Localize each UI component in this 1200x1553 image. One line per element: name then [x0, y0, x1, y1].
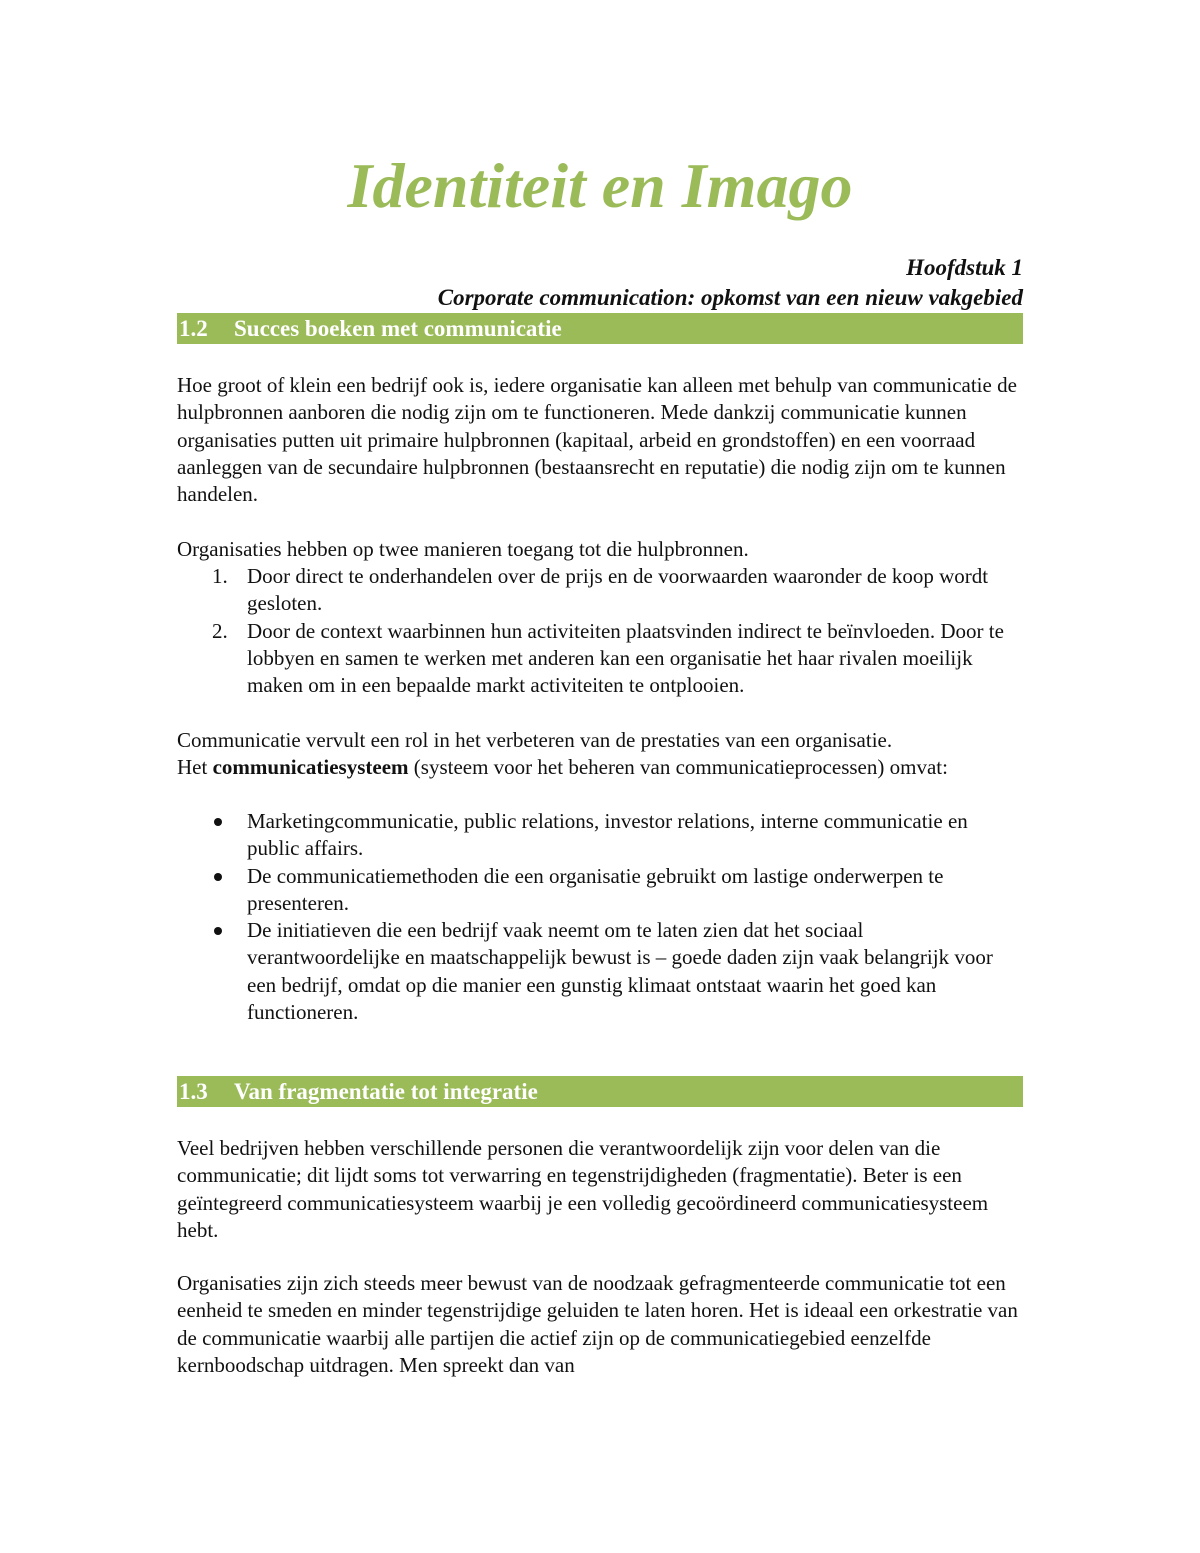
list-item-text: De communicatiemethoden die een organisatie gebruikt om lastige onderwerpen te presenteren. — [247, 863, 944, 915]
paragraph-text: Organisaties hebben op twee manieren toegang tot die hulpbronnen. — [177, 537, 749, 561]
paragraph-text-suffix: (systeem voor het beheren van communicatieprocessen) omvat: — [408, 755, 948, 780]
section-number: 1.3 — [179, 1079, 208, 1104]
paragraph — [177, 372, 1017, 508]
bullet-icon — [214, 818, 222, 826]
numbered-list — [177, 563, 1027, 699]
list-item — [177, 917, 1017, 1026]
paragraph — [177, 1135, 1017, 1244]
paragraph-text: Organisaties zijn zich steeds meer bewust van de noodzaak gefragmenteerde communicatie tot een eenheid te smeden en minder tegenstrijdige geluiden te laten horen. Het is ideaal een orkestratie van de communicatie waarbij alle partijen die actief zijn op de communicatiegebied eenzelfde kernboodschap uitdragen. Men spreekt dan van — [177, 1271, 1018, 1377]
bullet-icon — [214, 873, 222, 881]
chapter-subtitle: Corporate communication: opkomst van een nieuw vakgebied — [437, 285, 1023, 310]
section-title: Succes boeken met communicatie — [234, 316, 562, 341]
paragraph-text-prefix: Het — [177, 755, 213, 780]
bold-term: communicatiesysteem — [212, 755, 409, 780]
list-item-text: Door de context waarbinnen hun activiteiten plaatsvinden indirect te beïnvloeden. Door te lobbyen en samen te werken met anderen kan een organisatie het haar rivalen moeilijk maken om in een bepaalde markt activiteiten te ontplooien. — [247, 618, 1004, 698]
list-item — [177, 808, 1017, 863]
list-item — [177, 863, 1017, 918]
bullet-icon — [214, 927, 222, 935]
bullet-list — [177, 808, 1017, 1026]
list-item — [177, 563, 1027, 618]
section-title: Van fragmentatie tot integratie — [234, 1079, 538, 1104]
paragraph — [177, 536, 1037, 563]
paragraph-text: Veel bedrijven hebben verschillende personen die verantwoordelijk zijn voor delen van die communicatie; dit lijdt soms tot verwarring en tegenstrijdigheden (fragmentatie). Beter is een geïntegreerd communicatiesysteem waarbij je een volledig gecoördineerd communicatiesysteem hebt. — [177, 1136, 989, 1242]
section-number: 1.2 — [179, 316, 208, 341]
paragraph-text: Communicatie vervult een rol in het verbeteren van de prestaties van een organisatie. — [177, 728, 893, 752]
paragraph-text — [177, 754, 1007, 781]
list-item-text: Marketingcommunicatie, public relations, investor relations, interne communicatie en public affairs. — [247, 809, 968, 861]
list-item — [177, 618, 1027, 700]
paragraph — [177, 727, 1007, 782]
section-heading-1-2 — [177, 313, 1023, 344]
section-heading-1-3 — [177, 1076, 1023, 1107]
paragraph-text: Hoe groot of klein een bedrijf ook is, iedere organisatie kan alleen met behulp van communicatie de hulpbronnen aanboren die nodig zijn om te functioneren. Mede dankzij communicatie kunnen organisaties putten uit primaire hulpbronnen (kapitaal, arbeid en grondstoffen) en een voorraad aanleggen van de secundaire hulpbronnen (bestaansrecht en reputatie) die nodig zijn om te kunnen handelen. — [177, 373, 1017, 507]
document-title: Identiteit en Imago — [347, 150, 853, 221]
list-item-text: De initiatieven die een bedrijf vaak neemt om te laten zien dat het sociaal verantwoordelijke en maatschappelijk bewust is – goede daden zijn vaak belangrijk voor een bedrijf, omdat op die manier een gunstig klimaat ontstaat waarin het goed kan functioneren. — [247, 918, 993, 1025]
list-marker: 1. — [212, 564, 228, 588]
paragraph — [177, 1270, 1037, 1379]
list-item-text: Door direct te onderhandelen over de prijs en de voorwaarden waaronder de koop wordt gesloten. — [247, 564, 989, 616]
list-marker: 2. — [212, 618, 228, 643]
chapter-label: Hoofdstuk 1 — [906, 255, 1023, 280]
